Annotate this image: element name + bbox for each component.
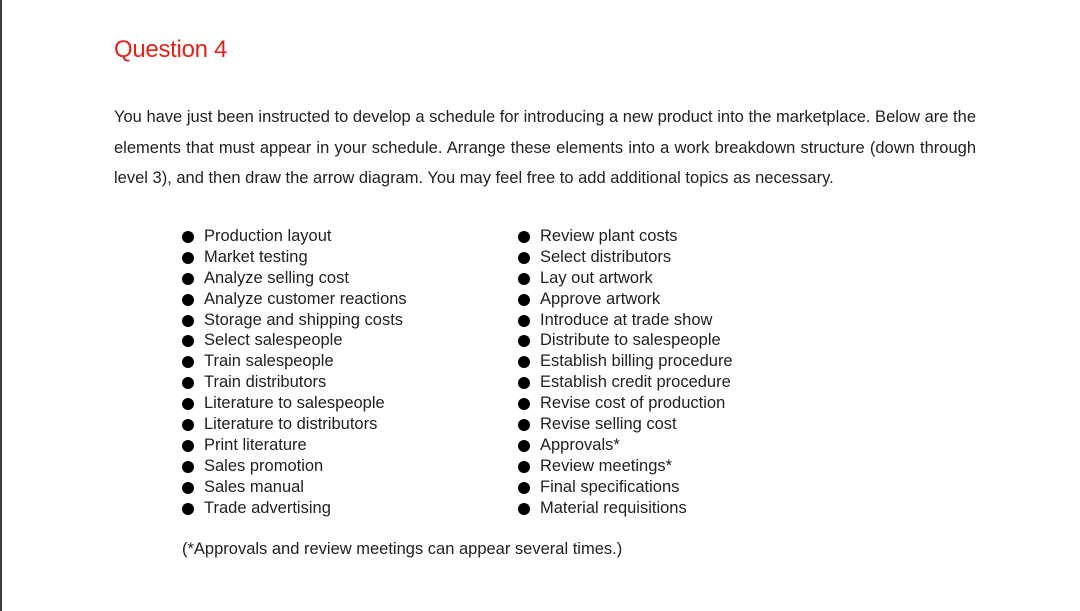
elements-list-left xyxy=(182,226,407,518)
list-item xyxy=(518,372,733,393)
list-item-label: Select salespeople xyxy=(204,331,343,350)
list-item-label: Sales manual xyxy=(204,477,304,496)
list-item-label: Storage and shipping costs xyxy=(204,310,404,329)
list-item-label: Analyze customer reactions xyxy=(204,289,407,308)
list-item-label: Trade advertising xyxy=(204,498,331,517)
list-item-label: Review plant costs xyxy=(540,227,678,245)
bullet-icon xyxy=(518,273,530,285)
list-item-label: Select distributors xyxy=(540,247,672,266)
list-item xyxy=(518,414,733,435)
list-item xyxy=(182,435,407,456)
list-item-label: Literature to salespeople xyxy=(204,394,385,413)
list-item-label: Revise cost of production xyxy=(540,394,726,413)
list-item xyxy=(182,414,407,435)
list-item xyxy=(518,310,733,331)
list-item xyxy=(518,477,733,498)
bullet-icon xyxy=(182,419,194,431)
list-item xyxy=(182,330,407,351)
list-item xyxy=(518,289,733,310)
list-item-label: Market testing xyxy=(204,247,308,266)
list-item xyxy=(182,393,407,414)
list-item-label: Production layout xyxy=(204,227,332,245)
bullet-icon xyxy=(518,440,530,452)
list-item xyxy=(182,289,407,310)
question-instructions: You have just been instructed to develop a schedule for introducing a new product into the marketplace. Below are the elements that must appear in your schedule. Arrange these elements into a work breakdown structure (down through level 3), and then draw the arrow diagram. You may feel free to add additional topics as necessary. xyxy=(114,108,976,187)
bullet-icon xyxy=(518,461,530,473)
footnote: (*Approvals and review meetings can appear several times.) xyxy=(182,540,623,558)
bullet-icon xyxy=(518,503,530,515)
list-item-label: Review meetings* xyxy=(540,456,673,475)
bullet-icon xyxy=(518,231,530,243)
list-item-label: Distribute to salespeople xyxy=(540,331,721,350)
bullet-icon xyxy=(518,377,530,389)
list-item xyxy=(182,268,407,289)
bullet-icon xyxy=(182,398,194,410)
list-item xyxy=(182,477,407,498)
bullet-icon xyxy=(182,482,194,494)
list-item xyxy=(518,351,733,372)
bullet-icon xyxy=(518,398,530,410)
bullet-icon xyxy=(182,231,194,243)
bullet-icon xyxy=(182,461,194,473)
list-item xyxy=(182,351,407,372)
bullet-icon xyxy=(182,294,194,306)
list-item-label: Approve artwork xyxy=(540,289,661,308)
list-item-label: Analyze selling cost xyxy=(204,268,349,287)
list-item xyxy=(518,226,733,247)
list-item-label: Lay out artwork xyxy=(540,268,653,287)
bullet-icon xyxy=(182,273,194,285)
list-item xyxy=(518,393,733,414)
list-item xyxy=(518,456,733,477)
list-item-label: Sales promotion xyxy=(204,456,324,475)
list-item xyxy=(518,498,733,519)
bullet-icon xyxy=(182,315,194,327)
bullet-icon xyxy=(182,440,194,452)
list-item xyxy=(518,247,733,268)
list-item xyxy=(518,330,733,351)
list-item-label: Establish credit procedure xyxy=(540,373,731,392)
list-item-label: Print literature xyxy=(204,435,307,454)
bullet-icon xyxy=(518,315,530,327)
bullet-icon xyxy=(518,294,530,306)
list-item xyxy=(518,268,733,289)
bullet-icon xyxy=(182,252,194,264)
bullet-icon xyxy=(518,482,530,494)
list-item-label: Train distributors xyxy=(204,373,327,392)
list-item-label: Approvals* xyxy=(540,435,620,454)
list-item-label: Material requisitions xyxy=(540,498,687,517)
bullet-icon xyxy=(182,503,194,515)
bullet-icon xyxy=(182,356,194,368)
bullet-icon xyxy=(182,377,194,389)
question-title: Question 4 xyxy=(114,36,228,63)
list-item xyxy=(182,226,407,247)
list-item xyxy=(182,372,407,393)
list-item-label: Literature to distributors xyxy=(204,415,378,434)
list-item xyxy=(182,456,407,477)
list-item xyxy=(518,435,733,456)
list-item-label: Train salespeople xyxy=(204,352,334,371)
list-item xyxy=(182,247,407,268)
bullet-icon xyxy=(182,335,194,347)
list-item-label: Introduce at trade show xyxy=(540,310,713,329)
bullet-icon xyxy=(518,419,530,431)
bullet-icon xyxy=(518,356,530,368)
list-item-label: Revise selling cost xyxy=(540,415,677,434)
bullet-icon xyxy=(518,335,530,347)
list-item-label: Final specifications xyxy=(540,477,680,496)
elements-list-right xyxy=(518,226,733,518)
list-item xyxy=(182,498,407,519)
page-left-border xyxy=(0,0,2,611)
list-item-label: Establish billing procedure xyxy=(540,352,733,371)
bullet-icon xyxy=(518,252,530,264)
list-item xyxy=(182,310,407,331)
